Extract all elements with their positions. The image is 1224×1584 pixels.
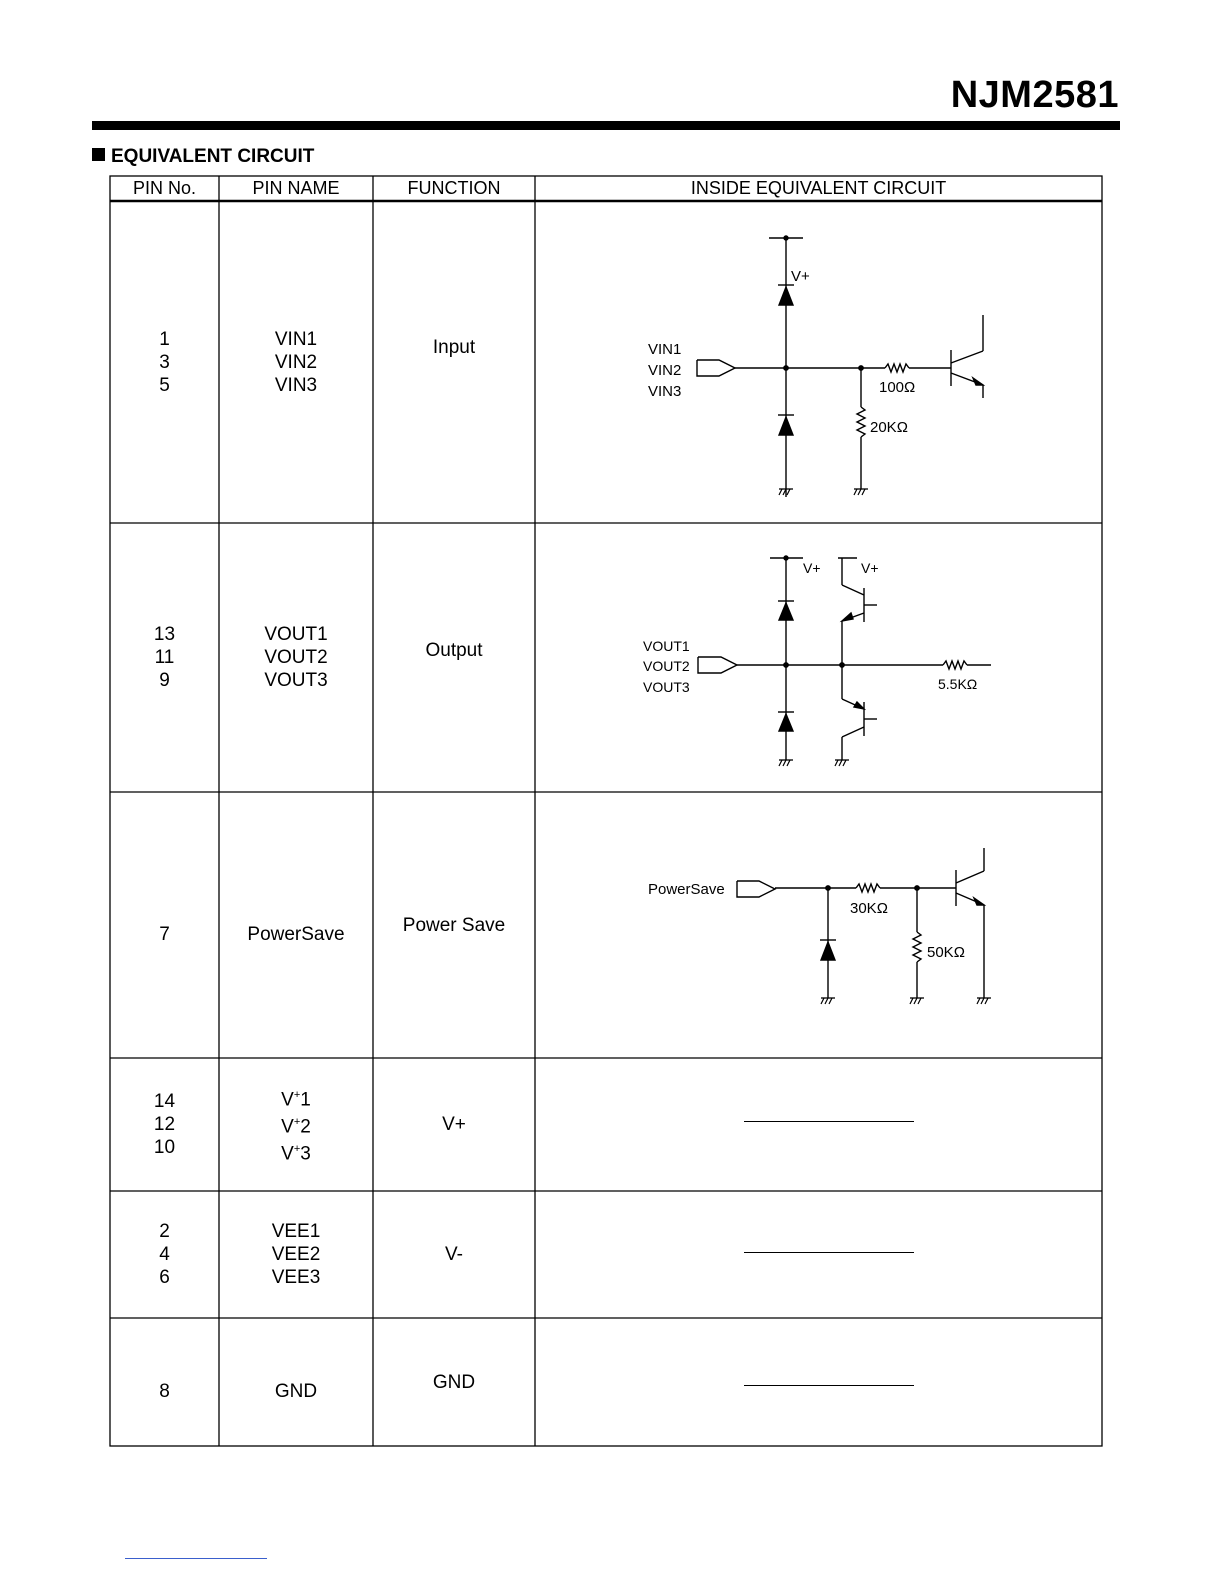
row-vplus-function: V+ [442, 1114, 466, 1135]
pin-number: 2 [159, 1221, 170, 1242]
output-circuit [698, 556, 991, 766]
vin2-label: VIN2 [648, 362, 682, 379]
powersave-circuit [737, 848, 991, 1004]
resistor-30k-label: 30KΩ [850, 900, 888, 917]
vplus-label: V+ [861, 560, 879, 576]
vplus-label: V+ [791, 268, 810, 285]
part-number: NJM2581 [950, 74, 1119, 116]
pin-name: VOUT1 [264, 624, 328, 645]
row-gnd-names: GND [274, 1380, 318, 1402]
pin-number: 6 [159, 1267, 170, 1288]
equivalent-circuit-table [109, 175, 1103, 1447]
row-powersave-function: Power Save [402, 914, 506, 936]
pin-number: 12 [153, 1114, 176, 1135]
row-vminus-function: V- [445, 1244, 463, 1265]
pin-name: VIN2 [274, 351, 318, 373]
row-powersave-pins: 7 [159, 923, 170, 945]
pin-name: VEE3 [271, 1267, 321, 1288]
section-title-text: EQUIVALENT CIRCUIT [111, 146, 315, 167]
resistor-5k5-label: 5.5KΩ [938, 676, 978, 692]
pin-name: V+2 [281, 1115, 311, 1138]
section-title [92, 146, 314, 168]
pin-number: 13 [153, 624, 176, 645]
row-powersave-names: PowerSave [247, 923, 345, 945]
pin-number: 4 [159, 1244, 170, 1265]
output-circuit-labels [643, 560, 977, 695]
vin1-label: VIN1 [648, 341, 682, 358]
header-function: FUNCTION [407, 178, 501, 198]
vin3-label: VIN3 [648, 383, 682, 400]
pin-number: 10 [153, 1137, 176, 1158]
resistor-50k-label: 50KΩ [927, 944, 965, 961]
header-circuit: INSIDE EQUIVALENT CIRCUIT [690, 178, 947, 198]
vplus-label: V+ [803, 560, 821, 576]
pin-number: 5 [159, 374, 170, 396]
row-input-function: Input [432, 336, 476, 358]
header-rule [92, 121, 1120, 130]
vout1-label: VOUT1 [643, 638, 690, 654]
pin-number: 9 [159, 670, 170, 691]
pin-name: VIN1 [274, 328, 318, 350]
square-bullet-icon [92, 148, 105, 161]
pin-name: V+3 [281, 1143, 311, 1165]
vout2-label: VOUT2 [643, 658, 690, 674]
input-circuit-labels [648, 268, 915, 436]
pin-number: 1 [159, 328, 170, 350]
footer-link-line [125, 1558, 267, 1559]
pin-name: VIN3 [274, 374, 318, 396]
circuit-diagrams [109, 175, 1103, 1447]
row-output-function: Output [425, 640, 483, 661]
input-circuit [697, 236, 983, 497]
pin-name: VEE1 [271, 1221, 321, 1242]
row-gnd-pins: 8 [159, 1380, 170, 1402]
pin-number: 11 [154, 647, 175, 668]
vout3-label: VOUT3 [643, 679, 690, 695]
pin-name: V+1 [281, 1088, 311, 1110]
resistor-100-label: 100Ω [879, 379, 916, 396]
pin-name: VOUT2 [264, 647, 328, 668]
pin-name: VOUT3 [264, 670, 328, 691]
header-pin-name: PIN NAME [252, 178, 340, 198]
row-gnd-function: GND [432, 1371, 476, 1393]
pin-number: 14 [153, 1091, 176, 1112]
pin-number: 3 [159, 351, 170, 373]
powersave-pin-label: PowerSave [648, 881, 725, 898]
pin-name: VEE2 [271, 1244, 321, 1265]
header-pin-no: PIN No. [132, 178, 197, 198]
resistor-20k-label: 20KΩ [870, 419, 908, 436]
